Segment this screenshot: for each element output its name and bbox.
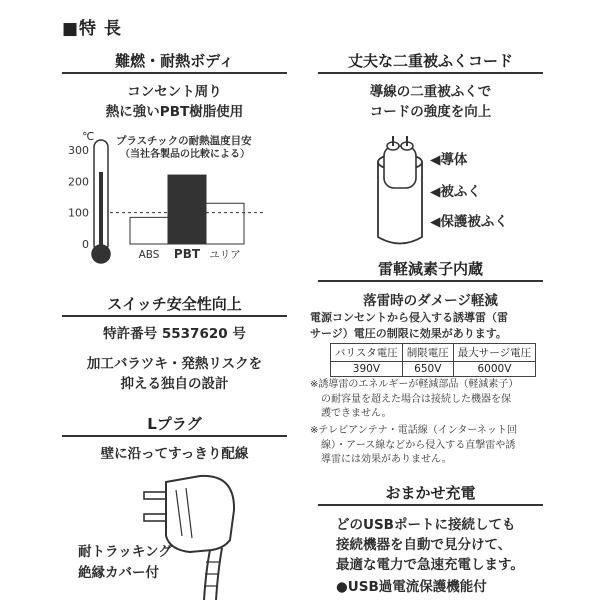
plug-prong [144, 514, 166, 521]
bar-1 [168, 175, 206, 244]
charge-line1: どのUSBポートに接続しても [336, 517, 516, 533]
heading-divider [318, 504, 543, 506]
double-cord-heading: 丈夫な二重被ふくコード [347, 52, 513, 70]
voltage-table [330, 343, 536, 377]
table-cell: 6000V [453, 362, 535, 377]
note-2 [310, 424, 560, 468]
lightning-heading: 雷軽減素子内蔵 [377, 260, 483, 278]
plug-body [166, 476, 234, 552]
table-cell: 650V [402, 362, 453, 377]
table-header-cell: 制限電圧 [402, 344, 453, 362]
heading-divider [62, 435, 287, 437]
y-tick-label: 200 [68, 175, 89, 189]
plug-prong [144, 492, 166, 499]
note-1-line: の耐容量を超えた場合は接続した機器を保 [321, 393, 511, 405]
note-2-line: 線）・アース線などから侵入する直撃雷や誘 [321, 439, 516, 451]
inner-insulation [384, 146, 416, 188]
charge-line3: 最適な電力で急速充電します。 [336, 557, 524, 573]
sec1-line2: 熱に強いPBT樹脂使用 [105, 104, 244, 120]
bar-2 [206, 203, 244, 244]
table-header-row [331, 344, 536, 362]
label-conductor: ◀導体 [430, 152, 468, 168]
cord-line2: コードの強度を向上 [369, 104, 492, 120]
table-header-cell: 最大サージ電圧 [453, 344, 535, 362]
y-tick-label: 100 [68, 206, 89, 220]
l-plug-heading: Lプラグ [147, 415, 202, 433]
note-2-line: ※テレビアンテナ・電話線（インターネット回 [310, 425, 517, 436]
note-2-line: 導雷には効果がありません。 [321, 454, 452, 465]
heading-divider [62, 72, 287, 74]
thermometer-mercury [99, 172, 103, 254]
note-1 [310, 378, 560, 422]
usb-protection-feature: ●USB過電流保護機能付 [336, 579, 487, 595]
tracking-label-2: 絶縁カバー付 [78, 565, 159, 581]
heading-divider [318, 280, 543, 282]
table-header-cell: バリスタ電圧 [331, 344, 403, 362]
heat-resistant-heading: 難燃・耐熱ボディ [115, 52, 234, 70]
table-cell: 390V [331, 362, 403, 377]
heat-resistance-chart [58, 122, 288, 272]
table-row [331, 362, 536, 377]
chart-caption-1: プラスチックの耐熱温度目安 [116, 135, 252, 147]
page-title: ■特 長 [62, 19, 122, 39]
x-tick-label: ユリア [209, 249, 241, 261]
patent-number: 特許番号 5537620 号 [103, 326, 246, 342]
bar-0 [130, 217, 168, 244]
y-axis-unit: ℃ [82, 130, 95, 143]
lightning-desc-1: 電源コンセントから侵入する誘導雷（雷 [310, 311, 508, 324]
y-tick-label: 300 [68, 144, 89, 157]
label-protective-sheath: ◀保護被ふく [430, 214, 508, 230]
heading-divider [318, 72, 543, 74]
cord-cross-section [370, 132, 430, 252]
thermometer-bulb [92, 245, 110, 263]
chart-caption-2: （当社各製品の比較による） [120, 149, 250, 160]
tracking-label-1: 耐トラッキング [78, 544, 172, 560]
note-1-line: 護できません。 [321, 408, 392, 419]
auto-charge-heading: おまかせ充電 [385, 484, 476, 502]
sec3-line1: 壁に沿ってすっきり配線 [100, 446, 249, 462]
heading-divider [62, 315, 287, 317]
sec2-line2: 抑える独自の設計 [120, 376, 229, 392]
y-tick-label: 0 [82, 238, 89, 251]
note-1-line: ※誘導雷のエネルギーが軽減部品（軽減素子） [310, 379, 519, 390]
x-tick-label: ABS [138, 249, 160, 261]
sec1-line1: コンセント周り [127, 84, 222, 100]
switch-safety-heading: スイッチ安全性向上 [107, 295, 242, 313]
charge-line2: 接続機器を自動で見分けて、 [336, 537, 512, 553]
sec2-line1: 加工バラツキ・発熱リスクを [86, 356, 263, 372]
cord-line1: 導線の二重被ふくで [369, 84, 492, 100]
label-insulation: ◀被ふく [430, 184, 481, 200]
lightning-desc-2: サージ）電圧の制限に効果があります。 [310, 327, 507, 340]
lightning-subheading: 落雷時のダメージ軽減 [363, 293, 498, 309]
x-tick-label: PBT [173, 247, 201, 261]
